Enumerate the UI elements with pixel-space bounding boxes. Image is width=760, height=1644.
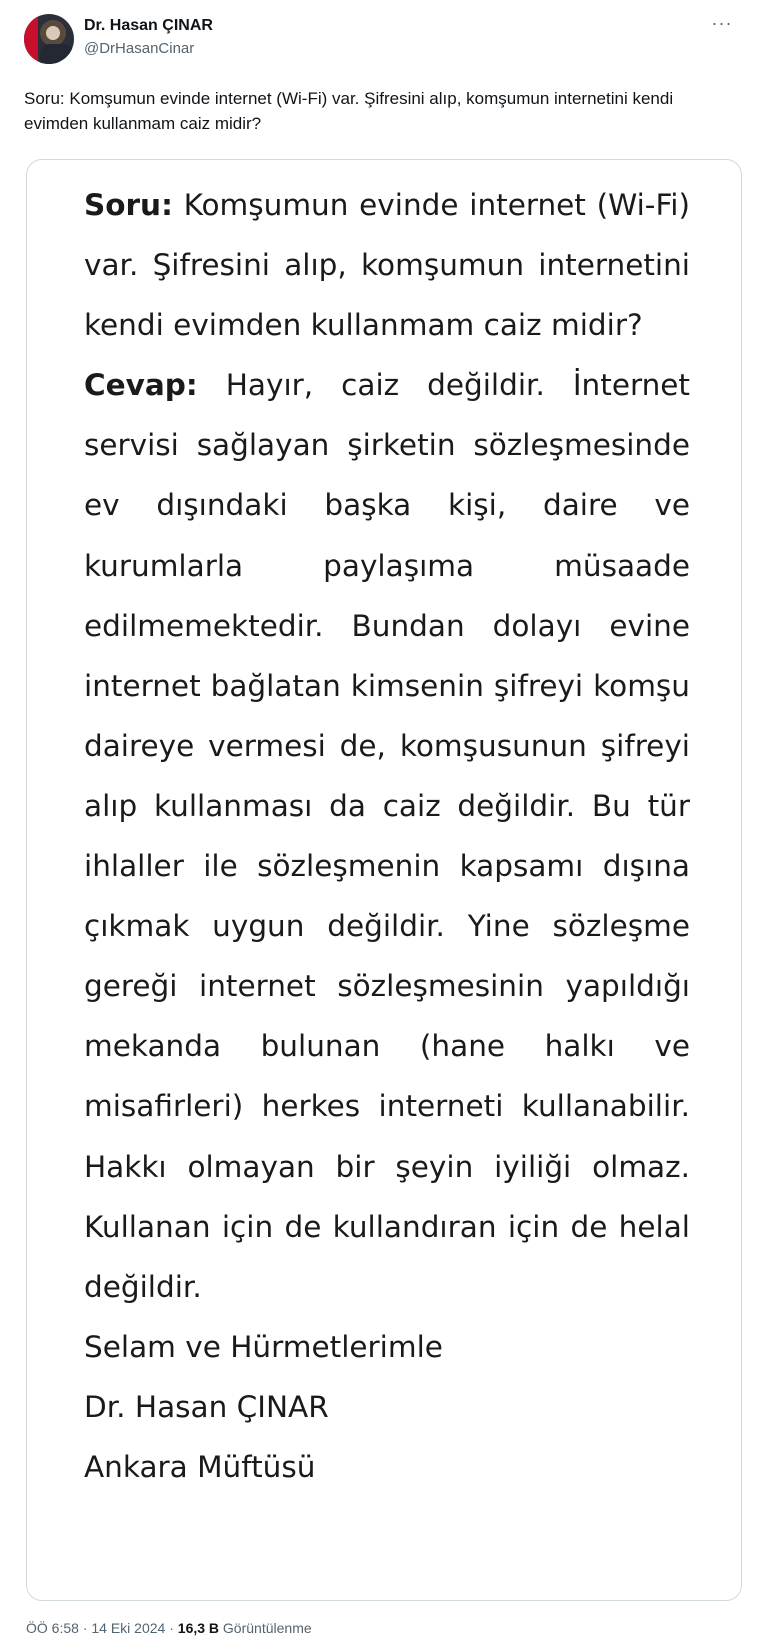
flag-graphic	[24, 14, 38, 64]
avatar[interactable]	[24, 14, 74, 64]
media-image[interactable]	[26, 159, 742, 1601]
question-paragraph	[84, 175, 690, 355]
signature-name: Dr. Hasan ÇINAR	[84, 1389, 329, 1424]
tweet-text: Soru: Komşumun evinde internet (Wi-Fi) var. Şifresini alıp, komşumun internetini kendi evimden kullanmam caiz midir?	[24, 89, 674, 133]
tweet-header	[24, 12, 736, 68]
views-label: Görüntülenme	[222, 1620, 312, 1636]
author-display-name[interactable]: Dr. Hasan ÇINAR	[84, 17, 213, 34]
tweet-date[interactable]: 14 Eki 2024	[91, 1620, 166, 1636]
footer-separator: ·	[169, 1620, 174, 1636]
views-count: 16,3 B	[177, 1620, 220, 1636]
media-text-block	[84, 175, 690, 1497]
tweet-footer	[26, 1618, 312, 1638]
answer-text: Hayır, caiz değildir. İnternet servisi sağlayan şirketin sözleşmesinde ev dışındaki başka kişi, daire ve kurumlarla paylaşıma müsaade edilmemektedir. Bundan dolayı evine internet bağlatan kimsenin şifreyi komşu daireye vermesi de, komşusunun şifreyi alıp kullanması da caiz değildir. Bu tür ihlaller ile sözleşmenin kapsamı dışına çıkmak uygun değildir. Yine sözleşme gereği internet sözleşmesinin yapıldığı mekanda bulunan (hane halkı ve misafirleri) herkes interneti kullanabilir. Hakkı olmayan bir şeyin iyiliği olmaz. Kullanan için de kullandıran için de helal değildir.	[84, 368, 690, 1304]
more-horizontal-icon[interactable]: ···	[711, 13, 733, 33]
tweet-time[interactable]: ÖÖ 6:58	[26, 1620, 79, 1636]
closing-line: Selam ve Hürmetlerimle	[84, 1329, 443, 1364]
answer-label: Cevap:	[84, 368, 198, 403]
question-text: Komşumun evinde internet (Wi-Fi) var. Şifresini alıp, komşumun internetini kendi evimden kullanmam caiz midir?	[84, 188, 690, 343]
avatar-figure	[40, 44, 74, 64]
answer-paragraph	[84, 355, 690, 1317]
footer-separator: ·	[82, 1620, 88, 1636]
question-label: Soru:	[84, 188, 173, 222]
author-names	[84, 16, 213, 59]
author-handle[interactable]: @DrHasanCinar	[84, 40, 195, 57]
signature-title: Ankara Müftüsü	[84, 1449, 316, 1484]
